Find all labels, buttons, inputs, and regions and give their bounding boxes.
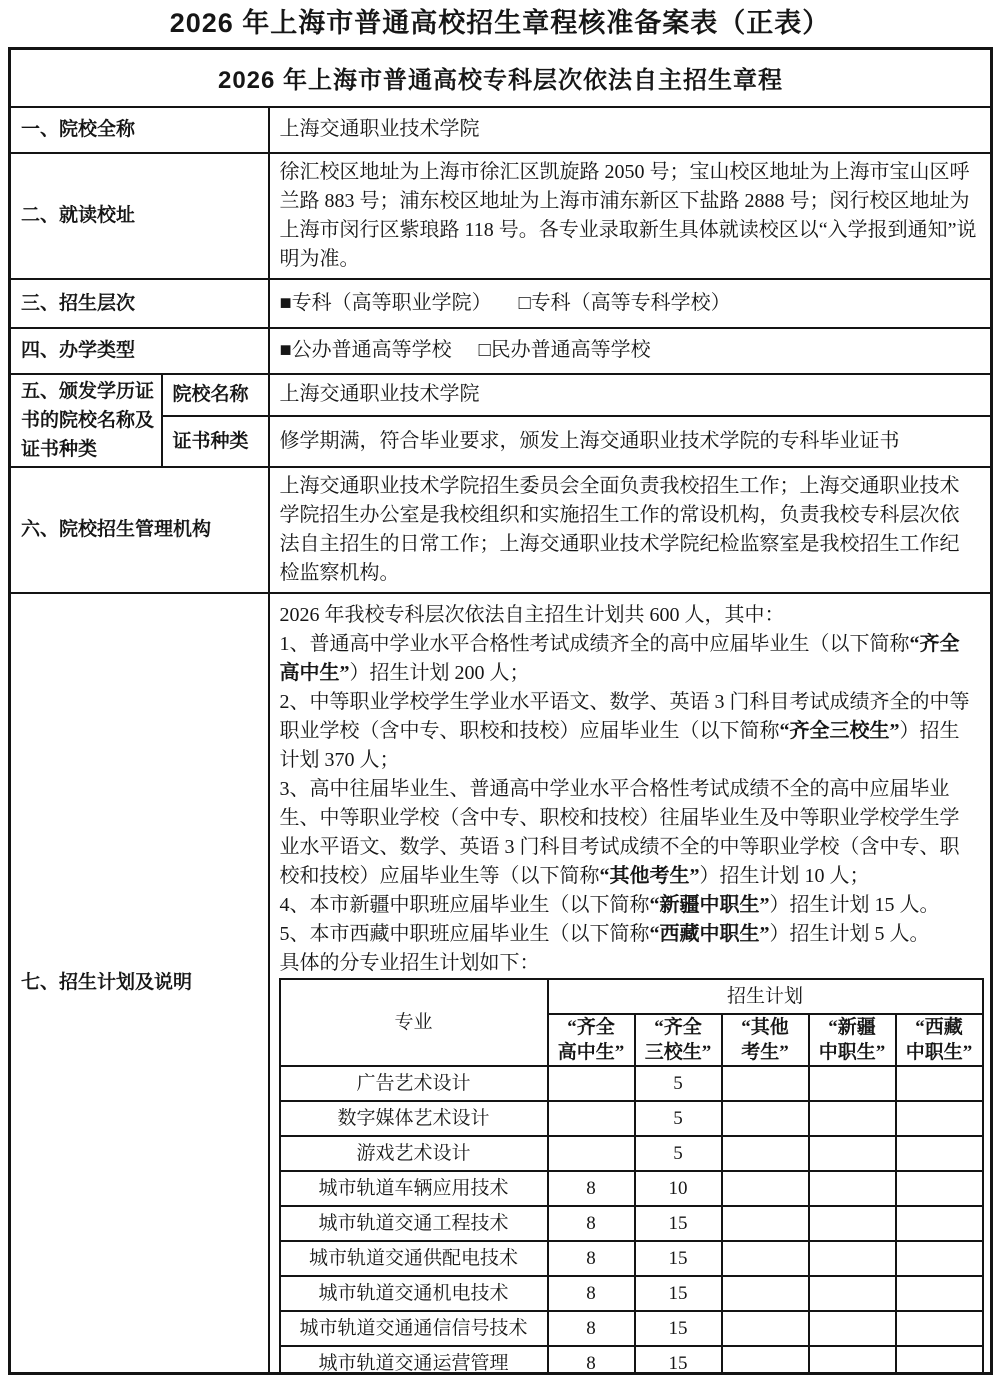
major-name: 城市轨道交通通信信号技术 [280,1311,548,1346]
major-name: 城市轨道交通供配电技术 [280,1241,548,1276]
plan-value: 5 [635,1101,722,1136]
row-label-admission-office: 六、院校招生管理机构 [10,467,269,593]
major-name: 城市轨道车辆应用技术 [280,1171,548,1206]
sub-label-certificate-type: 证书种类 [162,416,269,466]
plan-row [280,1241,983,1276]
plan-value: 15 [635,1206,722,1241]
plan-row [280,1171,983,1206]
plan-value [809,1136,896,1171]
plan-table [279,978,984,1372]
plan-row [280,1206,983,1241]
plan-value: 8 [548,1171,635,1206]
row-label-campus-address: 二、就读校址 [10,153,269,279]
plan-value [809,1066,896,1101]
plan-row [280,1136,983,1171]
plan-row [280,1276,983,1311]
plan-value [896,1311,983,1346]
plan-value [722,1276,809,1311]
plan-value [722,1101,809,1136]
row-label-admission-level: 三、招生层次 [10,279,269,328]
table-row [10,374,992,417]
plan-value: 8 [548,1206,635,1241]
row-label-school-type: 四、办学类型 [10,328,269,374]
plan-value: 15 [635,1276,722,1311]
plan-value [548,1101,635,1136]
form-title: 2026 年上海市普通高校专科层次依法自主招生章程 [10,49,992,107]
major-name: 数字媒体艺术设计 [280,1101,548,1136]
plan-value [809,1241,896,1276]
plan-value [548,1066,635,1101]
plan-value: 5 [635,1066,722,1101]
plan-value: 8 [548,1276,635,1311]
plan-column-header: “新疆 中职生” [809,1014,896,1066]
row-label-certificate: 五、颁发学历证书的院校名称及证书种类 [10,374,162,467]
plan-value [722,1311,809,1346]
admission-office-value: 上海交通职业技术学院招生委员会全面负责我校招生工作；上海交通职业技术学院招生办公室是我校组织和实施招生工作的常设机构，负责我校专科层次依法自主招生的日常工作；上海交通职业技术学院纪检监察室是我校招生工作纪检监察机构。 [269,467,992,593]
table-row [10,107,992,153]
plan-value: 10 [635,1171,722,1206]
plan-column-header: “西藏 中职生” [896,1014,983,1066]
plan-paragraph: 1、普通高中学业水平合格性考试成绩齐全的高中应届毕业生（以下简称“齐全高中生”）招生计划 200 人； [279,632,960,684]
table-row [10,49,992,107]
row-label-admission-plan: 七、招生计划及说明 [10,593,269,1374]
school-type-value [269,328,992,374]
plan-value: 8 [548,1241,635,1276]
plan-header-row [280,979,983,1014]
plan-value: 8 [548,1346,635,1372]
plan-value [809,1206,896,1241]
table-row [10,279,992,328]
plan-paragraph: 4、本市新疆中职班应届毕业生（以下简称“新疆中职生”）招生计划 15 人。 [279,893,940,916]
school-name-value: 上海交通职业技术学院 [269,107,992,153]
plan-column-header: “齐全 高中生” [548,1014,635,1066]
plan-value [722,1346,809,1372]
page-title: 2026 年上海市普通高校招生章程核准备案表（正表） [169,8,831,38]
main-form-table [8,47,993,1375]
plan-group-header: 招生计划 [548,979,983,1014]
campus-address-value: 徐汇校区地址为上海市徐汇区凯旋路 2050 号；宝山校区地址为上海市宝山区呼兰路 883 号；浦东校区地址为上海市浦东新区下盐路 2888 号；闵行校区地址为上海市闵行区紫琅路 118 号。各专业录取新生具体就读校区以“入学报到通知”说明为准。 [269,153,992,279]
checked-option: ■公办普通高等学校 [279,339,452,361]
unchecked-option: □专科（高等专科学校） [518,291,731,314]
plan-major-header: 专业 [280,979,548,1066]
plan-row [280,1101,983,1136]
plan-content [270,594,991,1372]
plan-value: 15 [635,1241,722,1276]
sub-label-college-name: 院校名称 [162,374,269,417]
plan-value [896,1171,983,1206]
plan-value [809,1346,896,1372]
table-row [10,593,992,1374]
plan-row [280,1311,983,1346]
plan-paragraph: 3、高中往届毕业生、普通高中学业水平合格性考试成绩不全的高中应届毕业生、中等职业学校（含中专、职校和技校）往届毕业生及中等职业学校学生学业水平语文、数学、英语 3 门科目考试成绩不全的中等职业学校（含中专、职校和技校）应届毕业生等（以下简称“其他考生”）招生计划 10 人； [279,777,960,887]
plan-column-header: “齐全 三校生” [635,1014,722,1066]
plan-value: 15 [635,1311,722,1346]
plan-value [896,1276,983,1311]
plan-value: 5 [635,1136,722,1171]
admission-level-value [269,279,992,328]
plan-value [809,1311,896,1346]
table-row [10,328,992,374]
plan-value: 8 [548,1311,635,1346]
plan-paragraphs [270,594,991,978]
row-label-school-name: 一、院校全称 [10,107,269,153]
plan-value [896,1136,983,1171]
plan-paragraph: 2、中等职业学校学生学业水平语文、数学、英语 3 门科目考试成绩齐全的中等职业学校（含中专、职校和技校）应届毕业生（以下简称“齐全三校生”）招生计划 370 人； [279,690,970,771]
table-row [10,153,992,279]
unchecked-option: □民办普通高等学校 [478,339,651,361]
plan-value [722,1241,809,1276]
major-name: 城市轨道交通工程技术 [280,1206,548,1241]
plan-value [809,1101,896,1136]
checked-option: ■专科（高等职业学院） [279,291,492,314]
plan-column-header: “其他 考生” [722,1014,809,1066]
plan-row [280,1066,983,1101]
college-name-value: 上海交通职业技术学院 [269,374,992,417]
plan-value [896,1066,983,1101]
plan-value [722,1206,809,1241]
major-name: 城市轨道交通机电技术 [280,1276,548,1311]
major-name: 城市轨道交通运营管理 [280,1346,548,1372]
plan-value [722,1171,809,1206]
plan-value: 15 [635,1346,722,1372]
plan-value [896,1206,983,1241]
plan-paragraph: 具体的分专业招生计划如下： [279,951,540,974]
plan-value [809,1171,896,1206]
certificate-type-value: 修学期满，符合毕业要求，颁发上海交通职业技术学院的专科毕业证书 [269,416,992,466]
plan-paragraph: 5、本市西藏中职班应届毕业生（以下简称“西藏中职生”）招生计划 5 人。 [279,922,930,945]
plan-value [896,1241,983,1276]
plan-value [722,1136,809,1171]
plan-paragraph: 2026 年我校专科层次依法自主招生计划共 600 人，其中： [279,603,785,626]
table-row [10,467,992,593]
admission-plan-value [269,593,992,1374]
plan-value [722,1066,809,1101]
plan-value [548,1136,635,1171]
plan-value [809,1276,896,1311]
plan-row [280,1346,983,1372]
major-name: 广告艺术设计 [280,1066,548,1101]
plan-value [896,1346,983,1372]
major-name: 游戏艺术设计 [280,1136,548,1171]
plan-value [896,1101,983,1136]
